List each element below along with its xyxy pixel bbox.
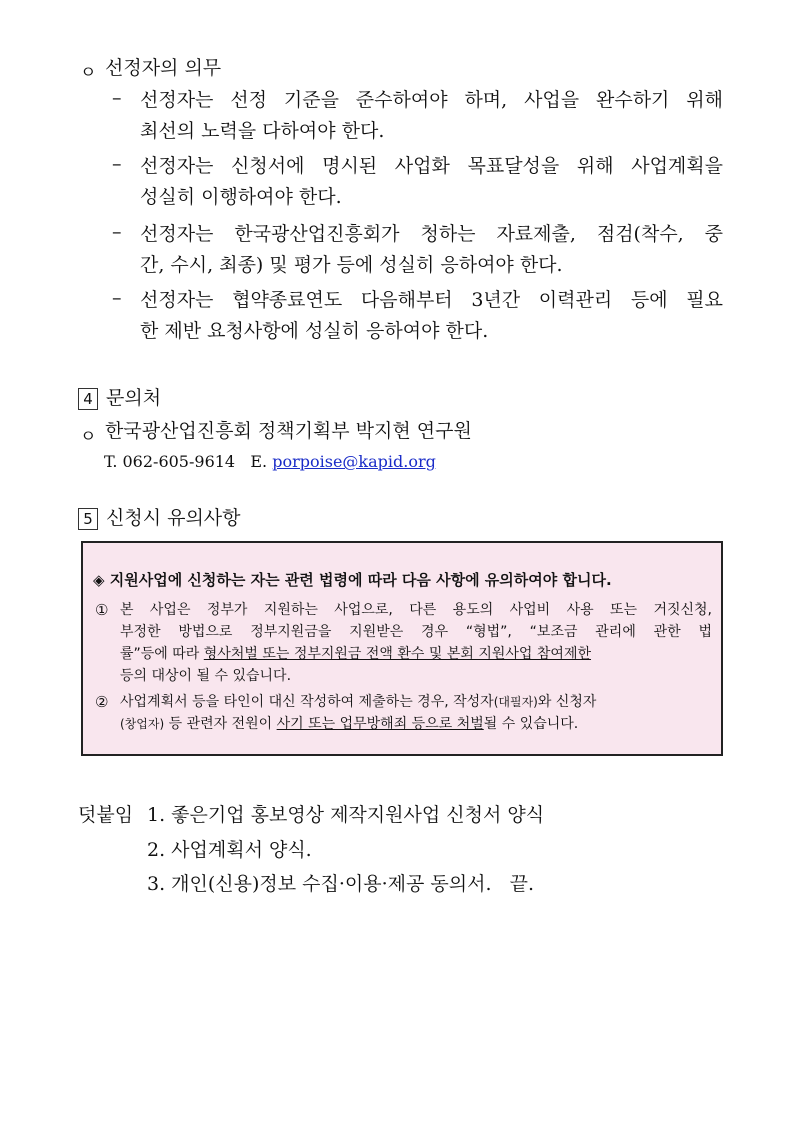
notice-item-1-line-3 xyxy=(120,643,591,665)
attachment-2: 2. 사업계획서 양식. xyxy=(147,839,312,861)
section-5-title: 신청시 유의사항 xyxy=(106,507,241,529)
email-prefix: E. xyxy=(250,452,268,471)
notice-item-2-line-2 xyxy=(120,713,578,735)
circled-one-icon: ① xyxy=(95,601,109,619)
contact-details xyxy=(104,451,436,473)
bullet-icon: ㅇ xyxy=(80,63,97,83)
attachment-1: 1. 좋은기업 홍보영상 제작지원사업 신청서 양식 xyxy=(147,804,545,826)
bullet-icon: ㅇ xyxy=(80,427,97,447)
obligation-1-line-1: 선정자는 선정 기준을 준수하여야 하며, 사업을 완수하기 위해 xyxy=(140,89,723,111)
notice-text: 등 관련자 전원이 xyxy=(164,716,277,732)
attachment-3: 3. 개인(신용)정보 수집·이용·제공 동의서. 끝. xyxy=(147,873,535,895)
notice-text: 될 수 있습니다. xyxy=(483,716,579,732)
obligation-4-line-1: 선정자는 협약종료연도 다음해부터 3년간 이력관리 등에 필요 xyxy=(140,289,723,311)
obligation-4-line-2: 한 제반 요청사항에 성실히 응하여야 한다. xyxy=(140,320,489,342)
notice-item-1-line-4: 등의 대상이 될 수 있습니다. xyxy=(120,668,292,684)
dash-icon: – xyxy=(112,87,122,109)
contact-person: 한국광산업진흥회 정책기획부 박지현 연구원 xyxy=(105,420,472,442)
circled-two-icon: ② xyxy=(95,693,109,711)
section-5-number: 5 xyxy=(78,508,98,530)
section-4-number: 4 xyxy=(78,388,98,410)
notice-small-text: (대필자) xyxy=(493,695,538,709)
attachments-label: 덧붙임 xyxy=(78,804,134,826)
notice-box xyxy=(81,541,723,756)
notice-text: 사업계획서 등을 타인이 대신 작성하여 제출하는 경우, 작성자 xyxy=(120,694,494,710)
dash-icon: – xyxy=(112,287,122,309)
notice-underlined-text: 형사처벌 또는 정부지원금 전액 환수 및 본회 지원사업 참여제한 xyxy=(203,646,592,662)
section-4-title: 문의처 xyxy=(106,387,162,409)
notice-text: 률”등에 따라 xyxy=(120,646,204,662)
dash-icon: – xyxy=(112,221,122,243)
notice-small-text: (창업자) xyxy=(120,717,165,731)
dash-icon: – xyxy=(112,153,122,175)
obligation-3-line-2: 간, 수시, 최종) 및 평가 등에 성실히 응하여야 한다. xyxy=(140,254,563,276)
email-link[interactable]: porpoise@kapid.org xyxy=(272,452,436,471)
notice-item-2-line-1 xyxy=(120,691,596,713)
notice-item-1-line-1: 본 사업은 정부가 지원하는 사업으로, 다른 용도의 사업비 사용 또는 거짓신청, xyxy=(120,602,712,618)
notice-heading: ◈ 지원사업에 신청하는 자는 관련 법령에 따라 다음 사항에 유의하여야 합니다. xyxy=(93,571,612,589)
phone-number: T. 062-605-9614 xyxy=(104,452,236,471)
obligation-3-line-1: 선정자는 한국광산업진흥회가 청하는 자료제출, 점검(착수, 중 xyxy=(140,223,723,245)
obligation-2-line-2: 성실히 이행하여야 한다. xyxy=(140,186,342,208)
notice-underlined-text: 사기 또는 업무방해죄 등으로 처벌 xyxy=(276,716,484,732)
obligation-1-line-2: 최선의 노력을 다하여야 한다. xyxy=(140,120,385,142)
notice-item-1-line-2: 부정한 방법으로 정부지원금을 지원받은 경우 “형법”, “보조금 관리에 관한 법 xyxy=(120,624,712,640)
obligation-2-line-1: 선정자는 신청서에 명시된 사업화 목표달성을 위해 사업계획을 xyxy=(140,155,723,177)
obligations-title: 선정자의 의무 xyxy=(105,57,222,79)
notice-text: 와 신청자 xyxy=(537,694,597,710)
